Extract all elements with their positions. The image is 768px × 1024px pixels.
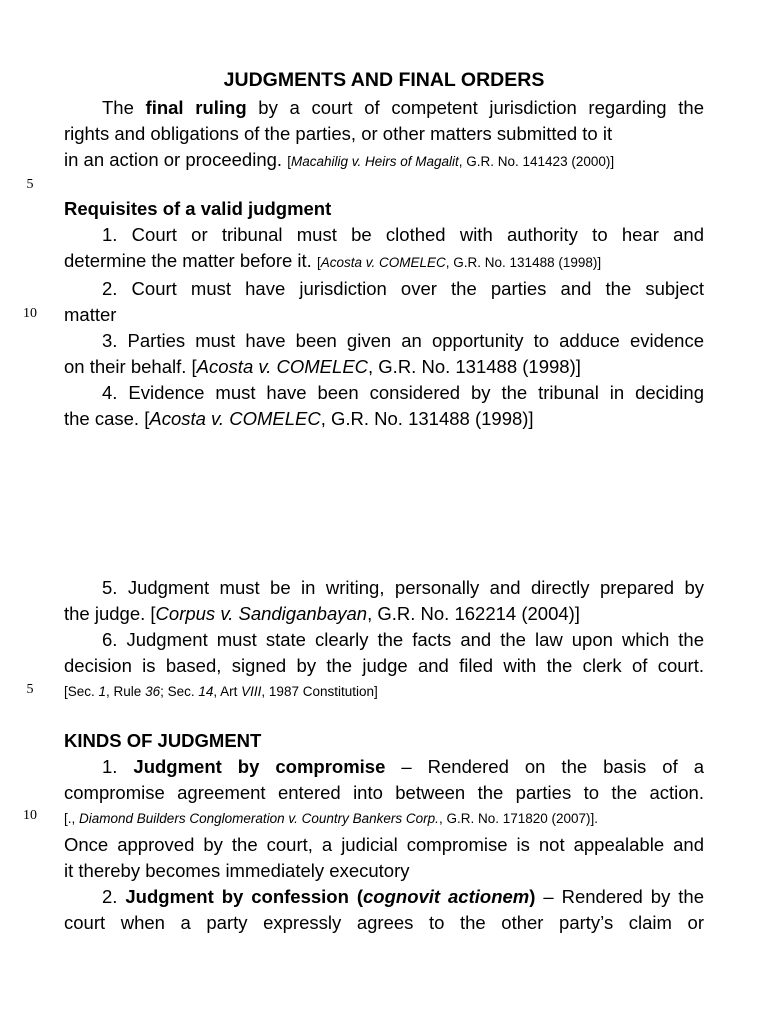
requisite-item-1: 1. Court or tribunal must be clothed with authority to hear and [102, 224, 704, 245]
intro-line-1: The final ruling by a court of competent jurisdiction regarding the [102, 97, 704, 118]
requisite-item-5: 5. Judgment must be in writing, personally and directly prepared by [102, 577, 704, 598]
kind-item-1-cont: it thereby becomes immediately executory [64, 860, 410, 881]
page-title: JUDGMENTS AND FINAL ORDERS [223, 69, 545, 91]
citation: [Sec. 1, Rule 36; Sec. 14, Art VIII, 1987 Constitution] [64, 684, 378, 699]
requisite-item-3-cont: on their behalf. [Acosta v. COMELEC, G.R. No. 131488 (1998)] [64, 356, 581, 377]
intro-line-2: rights and obligations of the parties, or other matters submitted to it [64, 123, 613, 144]
kind-item-1-cont: compromise agreement entered into between the parties to the action. [64, 782, 704, 803]
requisite-item-2: 2. Court must have jurisdiction over the parties and the subject [102, 278, 704, 299]
kind-item-1: 1. Judgment by compromise – Rendered on the basis of a [102, 756, 704, 777]
requisite-item-4: 4. Evidence must have been considered by the tribunal in deciding [102, 382, 704, 403]
citation: [Acosta v. COMELEC, G.R. No. 131488 (1998)] [316, 255, 602, 270]
requisite-item-5-cont: the judge. [Corpus v. Sandiganbayan, G.R. No. 162214 (2004)] [64, 603, 580, 624]
line-number: 10 [23, 808, 37, 823]
intro-line-3: in an action or proceeding. [Macahilig v. Heirs of Magalit, G.R. No. 141423 (2000)] [64, 149, 615, 170]
line-number: 5 [26, 177, 34, 192]
section-heading-requisites: Requisites of a valid judgment [64, 198, 332, 219]
requisite-item-6-cont: decision is based, signed by the judge and filed with the clerk of court. [64, 655, 704, 676]
citation: [Macahilig v. Heirs of Magalit, G.R. No. 141423 (2000)] [287, 154, 615, 169]
requisite-item-3: 3. Parties must have been given an opportunity to adduce evidence [102, 330, 704, 351]
line-number: 10 [23, 306, 37, 321]
requisite-item-6: 6. Judgment must state clearly the facts and the law upon which the [102, 629, 704, 650]
requisite-item-1-cont: determine the matter before it. [Acosta v. COMELEC, G.R. No. 131488 (1998)] [64, 250, 602, 271]
kind-item-1-cont: Once approved by the court, a judicial compromise is not appealable and [64, 834, 704, 855]
kind-item-2-cont: court when a party expressly agrees to the other party’s claim or [64, 912, 704, 933]
line-number: 5 [26, 682, 34, 697]
requisite-item-4-cont: the case. [Acosta v. COMELEC, G.R. No. 131488 (1998)] [64, 408, 534, 429]
requisites-list-bottom [64, 575, 704, 705]
kind-item-2: 2. Judgment by confession (cognovit actionem) – Rendered by the [102, 886, 704, 907]
section-heading-kinds: KINDS OF JUDGMENT [64, 730, 262, 751]
kinds-list [64, 754, 704, 936]
requisites-list-top [64, 222, 704, 432]
requisite-item-2-cont: matter [64, 304, 117, 325]
citation: [., Diamond Builders Conglomeration v. Country Bankers Corp., G.R. No. 171820 (2007)]. [64, 811, 599, 826]
intro-paragraph [64, 95, 704, 175]
